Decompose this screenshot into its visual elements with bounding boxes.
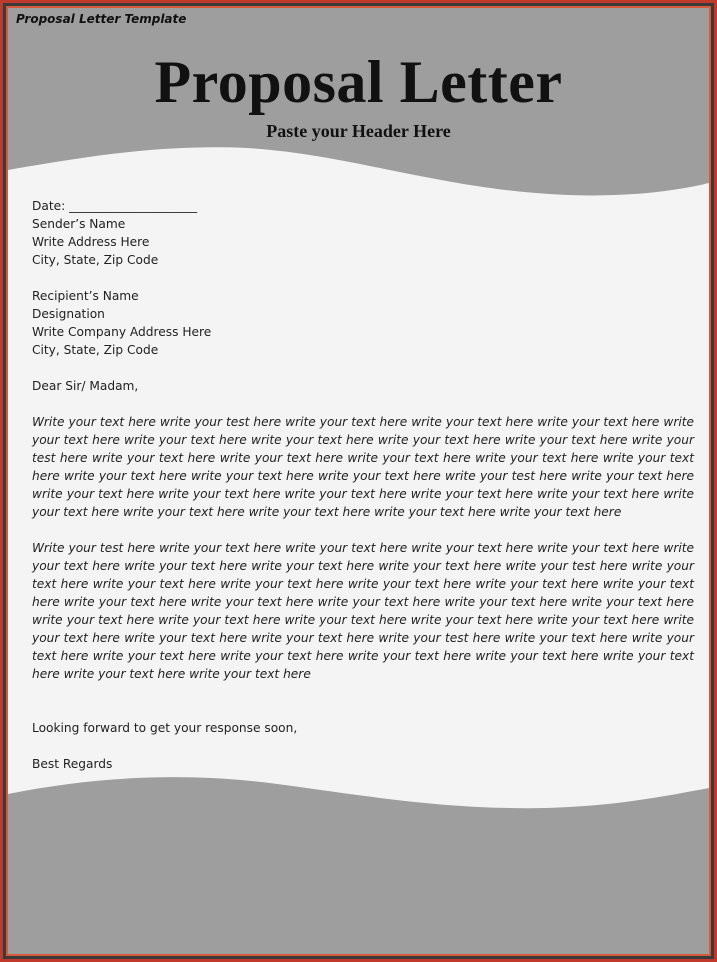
page-title: Proposal Letter (154, 49, 563, 115)
letter-page (6, 6, 711, 956)
sender-city-state-zip: City, State, Zip Code (32, 253, 159, 267)
closing-line: Looking forward to get your response soon, (32, 721, 298, 735)
footer-wave-band (8, 774, 709, 954)
body-paragraph: Write your text here write your test here write your text here write your text here write your text here write your text here write your text here write your text here write your text here write your text here write your test here write your text here write your text here write your text here write your text here write your text here write your text here write your text here write your text here write your test here write your text here write your text here write your text here write your text here write your text here write your text here write your text here write your text here write your text here write your text here write your text here (32, 415, 694, 519)
date-line: Date: _____________________ (32, 199, 198, 213)
salutation: Dear Sir/ Madam, (32, 379, 139, 393)
sender-name: Sender’s Name (32, 217, 126, 231)
letter-body (32, 197, 694, 773)
header-placeholder: Paste your Header Here (266, 121, 451, 141)
recipient-designation: Designation (32, 307, 105, 321)
sender-address: Write Address Here (32, 235, 150, 249)
recipient-company-address: Write Company Address Here (32, 325, 212, 339)
sign-off: Best Regards (32, 757, 113, 771)
body-paragraph: Write your test here write your text here write your text here write your text here write your text here write your text here write your text here write your text here write your text here write your test here write your text here write your text here write your text here write your text here write your text here write your text here write your text here write your text here write your text here write your text here write your text here write your text here write your text here write your text here write your text here write your text here write your text here write your text here write your text here write your test here write your text here write your text here write your text here write your text here write your text here write your text here write your text here write your text here write your text here (32, 541, 694, 681)
template-label: Proposal Letter Template (16, 12, 187, 26)
recipient-name: Recipient’s Name (32, 289, 139, 303)
recipient-city-state-zip: City, State, Zip Code (32, 343, 159, 357)
